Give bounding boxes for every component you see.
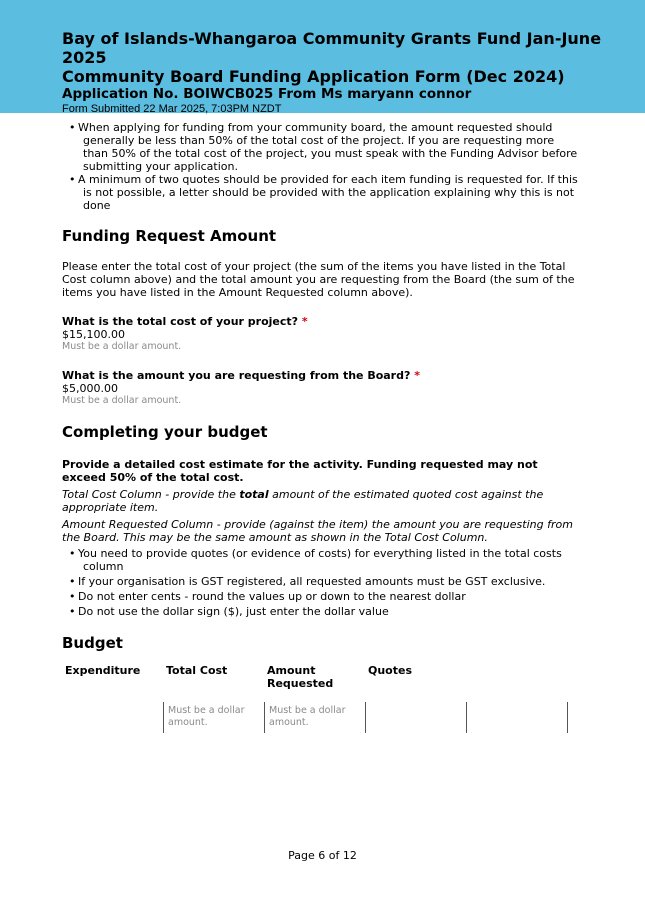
fund-title: Bay of Islands-Whangaroa Community Grants Fund Jan-June 2025 [62, 29, 602, 67]
required-marker: * [301, 315, 308, 328]
funding-request-description: Please enter the total cost of your project (the sum of the items you have listed in the Total Cost column above) and the total amount you are requesting from the Board (the sum of the items you have listed in the Amount Requested column above). [62, 260, 575, 299]
column-header-expenditure: Expenditure [65, 664, 141, 677]
budget-table-header [62, 664, 574, 690]
completing-budget-heading: Completing your budget [62, 423, 268, 441]
field-hint: Must be a dollar amount. [269, 705, 346, 728]
form-title: Community Board Funding Application Form (Dec 2024) [62, 67, 565, 86]
field-hint: Must be a dollar amount. [62, 341, 182, 352]
question-label: What is the amount you are requesting from the Board? * [62, 369, 420, 382]
budget-table [62, 664, 574, 733]
table-right-border [567, 702, 568, 733]
budget-bullet-list [62, 547, 582, 618]
column-header-amount-requested: Amount Requested [267, 664, 334, 690]
page-number: Page 6 of 12 [288, 849, 357, 862]
budget-lead-text: Provide a detailed cost estimate for the activity. Funding requested may not exceed 50% of the total cost. [62, 458, 538, 484]
column-header-total-cost: Total Cost [166, 664, 228, 677]
application-number: Application No. BOIWCB025 From Ms maryann connor [62, 86, 472, 102]
amount-requested-cell[interactable] [264, 702, 365, 733]
column-header-quotes: Quotes [368, 664, 413, 677]
intro-bullet-list [62, 121, 582, 212]
form-header [0, 0, 645, 113]
budget-heading: Budget [62, 634, 123, 652]
requested-amount-question [62, 369, 582, 407]
total-cost-value[interactable]: $15,100.00 [62, 328, 125, 341]
intro-bullet: • A minimum of two quotes should be provided for each item funding is requested for. If this is not possible, a letter should be provided with the application explaining why this is not done [78, 173, 582, 212]
amount-requested-column-note: Amount Requested Column - provide (against the item) the amount you are requesting from the Board. This may be the same amount as shown in the Total Cost Column. [62, 518, 573, 544]
extra-cell[interactable] [466, 702, 567, 733]
requested-amount-value[interactable]: $5,000.00 [62, 382, 118, 395]
field-hint: Must be a dollar amount. [62, 395, 182, 406]
budget-bullet: • Do not use the dollar sign ($), just enter the dollar value [78, 605, 582, 618]
budget-table-row [62, 702, 574, 733]
form-content [62, 121, 582, 652]
budget-bullet: • Do not enter cents - round the values up or down to the nearest dollar [78, 590, 582, 603]
question-label: What is the total cost of your project? * [62, 315, 308, 328]
funding-request-heading: Funding Request Amount [62, 227, 277, 245]
intro-bullet: • When applying for funding from your community board, the amount requested should generally be less than 50% of the total cost of the project. If you are requesting more than 50% of the total cost of the project, you must speak with the Funding Advisor before submitting your application. [78, 121, 582, 173]
quotes-cell[interactable] [365, 702, 466, 733]
budget-bullet: • If your organisation is GST registered, all requested amounts must be GST exclusive. [78, 575, 582, 588]
submission-date: Form Submitted 22 Mar 2025, 7:03PM NZDT [62, 103, 282, 115]
field-hint: Must be a dollar amount. [168, 705, 245, 728]
total-cost-question [62, 315, 582, 353]
total-cost-cell[interactable] [163, 702, 264, 733]
total-cost-column-note: Total Cost Column - provide the total amount of the estimated quoted cost against the appropriate item. [62, 488, 544, 514]
budget-bullet: • You need to provide quotes (or evidence of costs) for everything listed in the total costs column [78, 547, 582, 573]
required-marker: * [414, 369, 420, 382]
expenditure-cell[interactable] [62, 702, 163, 733]
